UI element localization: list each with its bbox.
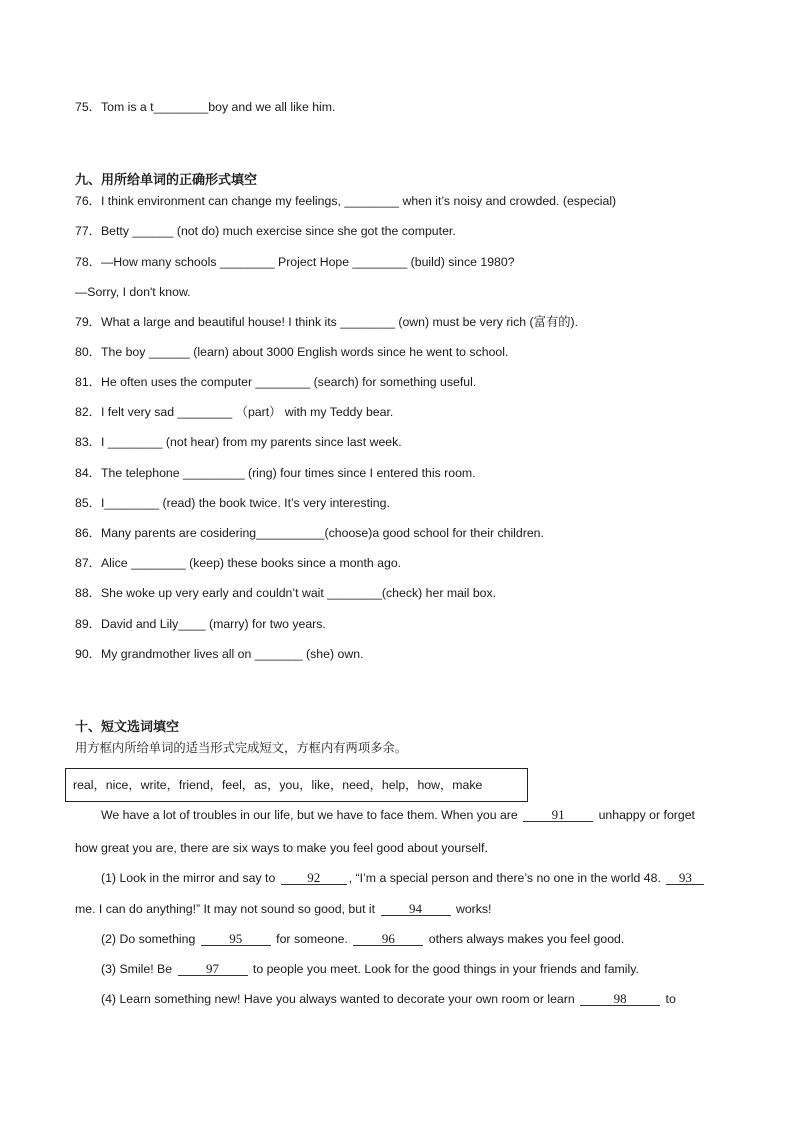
passage-text: (3) Smile! Be (101, 962, 173, 976)
word-box: real，nice，write，friend，feel，as，you，like，need，help，how，make (65, 768, 528, 802)
blank-94: 94 (381, 902, 451, 916)
passage-line-2: how great you are, there are six ways to make you feel good about yourself. (75, 841, 488, 855)
question-89: 89．David and Lily____ (marry) for two years. (75, 617, 326, 631)
question-86: 86．Many parents are cosidering__________(choose)a good school for their children. (75, 526, 544, 540)
question-81: 81．He often uses the computer ________ (search) for something useful. (75, 375, 477, 389)
passage-text: to people you meet. Look for the good things in your friends and family. (252, 962, 639, 976)
question-83: 83．I ________ (not hear) from my parents since last week. (75, 435, 402, 449)
passage-text: works! (455, 902, 492, 916)
passage-text: for someone. (276, 932, 348, 946)
question-87: 87．Alice ________ (keep) these books since a month ago. (75, 556, 402, 570)
passage-text: We have a lot of troubles in our life, but we have to face them. When you are (101, 808, 518, 822)
blank-98: 98 (580, 992, 660, 1006)
section-9-title: 九、用所给单词的正确形式填空 (75, 172, 258, 187)
passage-line-6 (101, 961, 639, 977)
blank-93: 93 (666, 871, 704, 885)
passage-line-1 (101, 807, 695, 823)
passage-text: others always makes you feel good. (428, 932, 625, 946)
question-85: 85．I________ (read) the book twice. It’s very interesting. (75, 496, 390, 510)
passage-line-4 (75, 901, 491, 917)
blank-96: 96 (353, 932, 423, 946)
passage-text: me. I can do anything!” It may not sound so good, but it (75, 902, 376, 916)
passage-text: (4) Learn something new! Have you always wanted to decorate your own room or learn (101, 992, 575, 1006)
passage-text: (1) Look in the mirror and say to (101, 871, 276, 885)
question-88: 88．She woke up very early and couldn’t wait ________(check) her mail box. (75, 586, 497, 600)
blank-91: 91 (523, 808, 593, 822)
question-90: 90．My grandmother lives all on _______ (she) own. (75, 647, 364, 661)
question-77: 77．Betty ______ (not do) much exercise since she got the computer. (75, 224, 456, 238)
passage-line-3 (101, 870, 706, 886)
question-76: 76．I think environment can change my feelings, ________ when it’s noisy and crowded. (especial) (75, 194, 617, 208)
section-10-instruction: 用方框内所给单词的适当形式完成短文，方框内有两项多余。 (75, 741, 408, 755)
blank-95: 95 (201, 932, 271, 946)
question-75: 75．Tom is a t________boy and we all like him. (75, 100, 336, 114)
question-78: 78．—How many schools ________ Project Hope ________ (build) since 1980? (75, 255, 515, 269)
question-79: 79．What a large and beautiful house! I think its ________ (own) must be very rich (富有的). (75, 315, 579, 329)
blank-92: 92 (281, 871, 347, 885)
question-84: 84．The telephone _________ (ring) four times since I entered this room. (75, 466, 476, 480)
passage-text: unhappy or forget (598, 808, 695, 822)
section-10-title: 十、短文选词填空 (75, 719, 180, 734)
blank-97: 97 (178, 962, 248, 976)
passage-text: , “I’m a special person and there’s no one in the world 48. (348, 871, 661, 885)
passage-text: (2) Do something (101, 932, 196, 946)
passage-line-7 (101, 991, 676, 1007)
passage-text: to (665, 992, 676, 1006)
question-82: 82．I felt very sad ________ （part） with my Teddy bear. (75, 405, 394, 419)
passage-line-5 (101, 931, 624, 947)
question-78-answer: —Sorry, I don't know. (75, 285, 191, 299)
question-80: 80．The boy ______ (learn) about 3000 English words since he went to school. (75, 345, 509, 359)
